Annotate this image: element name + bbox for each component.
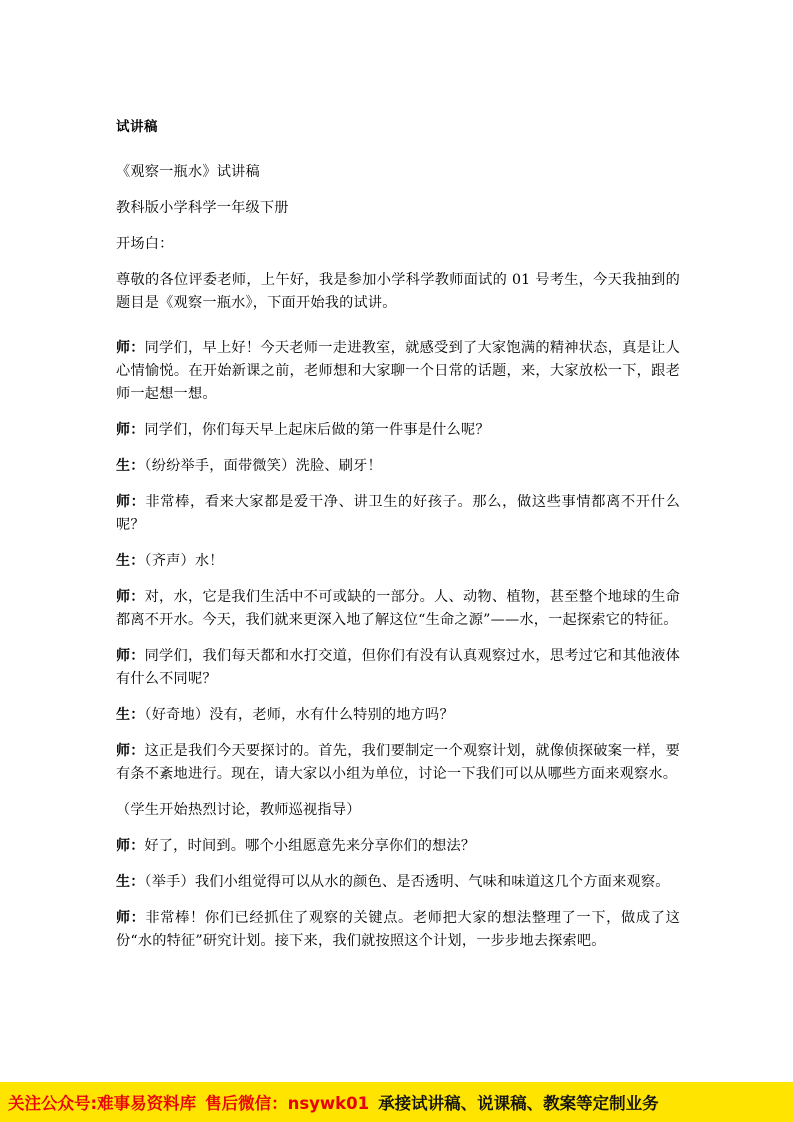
dialogue-line [116, 704, 680, 727]
dialogue-line [116, 455, 680, 478]
dialogue-line [116, 645, 680, 691]
dialogue-text: 同学们，早上好！今天老师一走进教室，就感受到了大家饱满的精神状态，真是让人心情愉悦。在开始新课之前，老师想和大家聊一个日常的话题，来，大家放松一下，跟老师一起想一想。 [116, 339, 680, 402]
promo-footer-band [0, 1082, 793, 1122]
speaker-label: 师： [116, 742, 145, 759]
dialogue-line [116, 835, 680, 858]
dialogue-line [116, 871, 680, 894]
dialogue-line [116, 550, 680, 573]
dialogue-line [116, 907, 680, 953]
speaker-label: 生： [116, 706, 145, 723]
dialogue-text: 同学们，你们每天早上起床后做的第一件事是什么呢？ [144, 421, 490, 438]
footer-public-account: 关注公众号:难事易资料库 [8, 1094, 197, 1113]
stage-direction [116, 799, 680, 822]
speaker-label: 生： [116, 552, 145, 569]
dialogue-text: （学生开始热烈讨论，教师巡视指导） [116, 801, 361, 818]
speaker-label: 师： [116, 647, 145, 664]
promo-footer-text [0, 1090, 659, 1114]
dialogue-text: （齐声）水！ [144, 552, 224, 569]
heading-line-3: 开场白： [116, 235, 174, 252]
speaker-label: 师： [116, 837, 145, 854]
opening-paragraph: 尊敬的各位评委老师，上午好，我是参加小学科学教师面试的 01 号考生，今天我抽到的题目是《观察一瓶水》，下面开始我的试讲。 [116, 271, 680, 311]
dialogue-line [116, 586, 680, 632]
speaker-label: 师： [116, 339, 145, 356]
dialogue-line [116, 740, 680, 786]
dialogue-line [116, 337, 680, 406]
speaker-label: 生： [116, 873, 145, 890]
dialogue-text: 好了，时间到。哪个小组愿意先来分享你们的想法？ [144, 837, 476, 854]
dialogue-text: 非常棒，看来大家都是爱干净、讲卫生的好孩子。那么，做这些事情都离不开什么呢？ [116, 493, 680, 533]
speaker-label: 师： [116, 493, 146, 510]
footer-services: 承接试讲稿、说课稿、教案等定制业务 [378, 1094, 659, 1113]
dialogue-text: （好奇地）没有，老师，水有什么特别的地方吗？ [144, 706, 454, 723]
dialogue-line [116, 419, 680, 442]
dialogue-text: （纷纷举手，面带微笑）洗脸、刷牙！ [144, 457, 382, 474]
speaker-label: 师： [116, 588, 145, 605]
dialogue-text: 这正是我们今天要探讨的。首先，我们要制定一个观察计划，就像侦探破案一样，要有条不紊地进行。现在，请大家以小组为单位，讨论一下我们可以从哪些方面来观察水。 [116, 742, 680, 782]
speaker-label: 师： [116, 909, 146, 926]
dialogue-text: （举手）我们小组觉得可以从水的颜色、是否透明、气味和味道这几个方面来观察。 [144, 873, 670, 890]
dialogue-line [116, 491, 680, 537]
dialogue-text: 同学们，我们每天都和水打交道，但你们有没有认真观察过水，思考过它和其他液体有什么不同呢？ [116, 647, 680, 687]
speaker-label: 生： [116, 457, 145, 474]
dialogue-text: 对，水，它是我们生活中不可或缺的一部分。人、动物、植物，甚至整个地球的生命都离不开水。今天，我们就来更深入地了解这位“生命之源”——水，一起探索它的特征。 [116, 588, 680, 628]
page-title: 试讲稿 [116, 119, 158, 135]
heading-line-2: 教科版小学科学一年级下册 [116, 199, 289, 216]
speaker-label: 师： [116, 421, 145, 438]
heading-line-1: 《观察一瓶水》试讲稿 [116, 163, 260, 180]
dialogue-text: 非常棒！你们已经抓住了观察的关键点。老师把大家的想法整理了一下，做成了这份“水的特征”研究计划。接下来，我们就按照这个计划，一步步地去探索吧。 [116, 909, 680, 949]
footer-wechat: 售后微信：nsywk01 [205, 1094, 370, 1113]
